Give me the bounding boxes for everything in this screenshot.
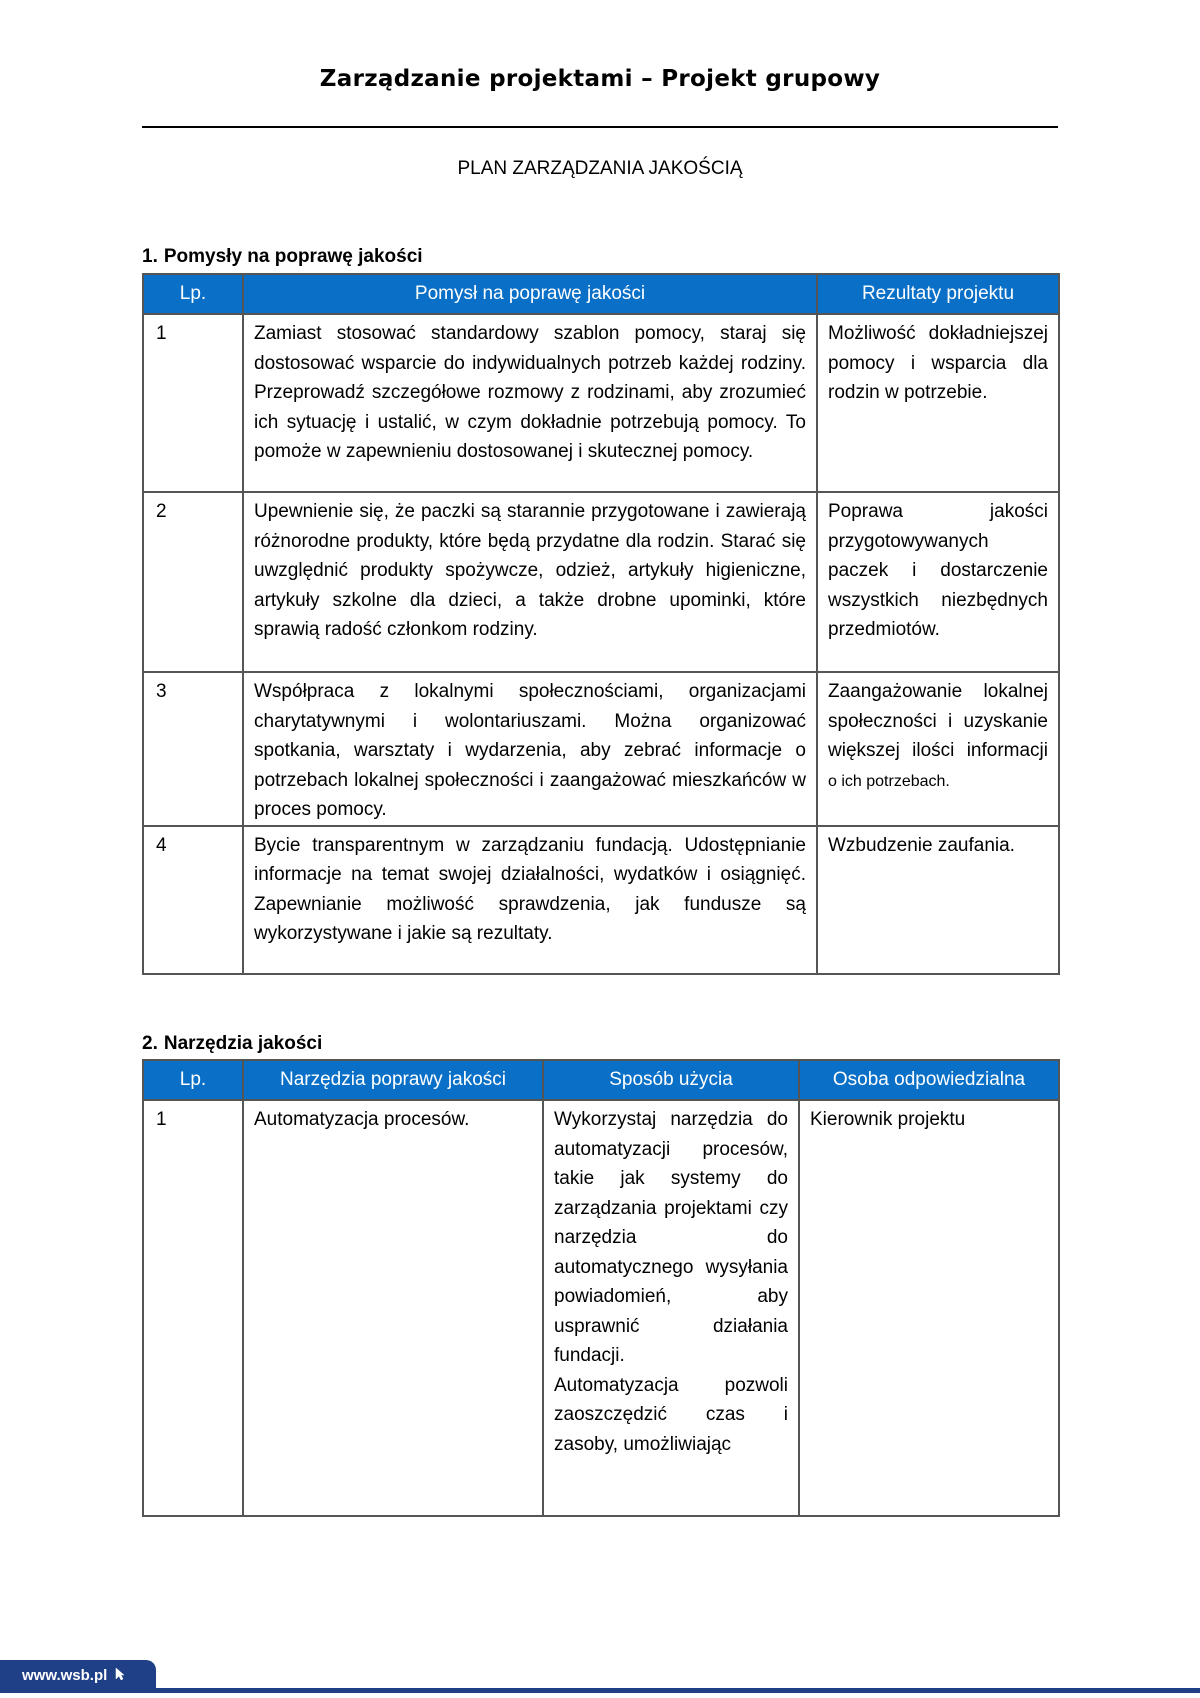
- table-header-row: [143, 274, 1059, 314]
- column-header-owner: Osoba odpowiedzialna: [799, 1060, 1059, 1100]
- section-1-title: Pomysły na poprawę jakości: [163, 246, 423, 267]
- owner-cell: Kierownik projektu: [799, 1100, 1059, 1516]
- usage-text-continued: Automatyzacja pozwoli zaoszczędzić czas i zasoby, umożliwiając: [554, 1374, 788, 1455]
- document-title: PLAN ZARZĄDZANIA JAKOŚCIĄ: [457, 158, 743, 179]
- wsb-logo-tab: [0, 1660, 156, 1691]
- column-header-lp: Lp.: [143, 1060, 243, 1100]
- column-header-result: Rezultaty projektu: [817, 274, 1059, 314]
- idea-cell: Upewnienie się, że paczki są starannie przygotowane i zawierają różnorodne produkty, które będą przydatne dla rodzin. Starać się uwzględnić produkty spożywcze, odzież, artykuły higieniczne, artykuły szkolne dla dzieci, a także drobne upominki, które sprawią radość członkom rodziny.: [243, 492, 817, 672]
- usage-text: Wykorzystaj narzędzia do automatyzacji procesów, takie jak systemy do zarządzania projektami czy narzędzia do automatycznego wysyłania powiadomień, aby usprawnić działania fundacji.: [554, 1109, 788, 1366]
- table-row: [143, 672, 1059, 826]
- tool-cell: Automatyzacja procesów.: [243, 1100, 543, 1516]
- result-cell: [817, 672, 1059, 826]
- row-number: 1: [143, 314, 243, 492]
- quality-tools-table: [142, 1059, 1060, 1517]
- result-text: Zaangażowanie lokalnej społeczności i uzyskanie większej ilości informacji: [828, 681, 1048, 761]
- footer-bar: [0, 1688, 1200, 1693]
- section-2-title: Narzędzia jakości: [163, 1033, 323, 1054]
- result-cell: Poprawa jakości przygotowywanych paczek i dostarczenie wszystkich niezbędnych przedmiotów.: [817, 492, 1059, 672]
- cursor-icon: [115, 1667, 125, 1685]
- table-row: [143, 492, 1059, 672]
- column-header-idea: Pomysł na poprawę jakości: [243, 274, 817, 314]
- usage-cell: [543, 1100, 799, 1516]
- table-row: [143, 314, 1059, 492]
- idea-cell: Zamiast stosować standardowy szablon pomocy, staraj się dostosować wsparcie do indywidualnych potrzeb każdej rodziny. Przeprowadź szczegółowe rozmowy z rodzinami, aby zrozumieć ich sytuację i ustalić, w czym dokładnie potrzebują pomocy. To pomoże w zapewnieniu dostosowanej i skutecznej pomocy.: [243, 314, 817, 492]
- section-2-number: 2.: [142, 1033, 158, 1054]
- header-divider: [142, 126, 1058, 128]
- idea-cell: Współpraca z lokalnymi społecznościami, organizacjami charytatywnymi i wolontariuszami. Można organizować spotkania, warsztaty i wydarzenia, aby zebrać informacje o potrzebach lokalnej społeczności i zaangażować mieszkańców w proces pomocy.: [243, 672, 817, 826]
- section-2-heading: [142, 1033, 322, 1055]
- column-header-lp: Lp.: [143, 274, 243, 314]
- result-cell: Wzbudzenie zaufania.: [817, 826, 1059, 974]
- table-header-row: [143, 1060, 1059, 1100]
- column-header-usage: Sposób użycia: [543, 1060, 799, 1100]
- section-1-heading: [142, 246, 423, 268]
- section-1-number: 1.: [142, 246, 158, 267]
- row-number: 1: [143, 1100, 243, 1516]
- table-row: [143, 826, 1059, 974]
- column-header-tool: Narzędzia poprawy jakości: [243, 1060, 543, 1100]
- page-header-title: Zarządzanie projektami – Projekt grupowy: [319, 66, 881, 92]
- row-number: 3: [143, 672, 243, 826]
- result-text-tail: o ich potrzebach.: [828, 772, 950, 790]
- row-number: 4: [143, 826, 243, 974]
- idea-cell: Bycie transparentnym w zarządzaniu fundacją. Udostępnianie informacje na temat swojej działalności, wydatków i osiągnięć. Zapewnianie możliwość sprawdzenia, jak fundusze są wykorzystywane i jakie są rezultaty.: [243, 826, 817, 974]
- table-row: [143, 1100, 1059, 1516]
- quality-ideas-table: [142, 273, 1060, 975]
- logo-text: www.wsb.pl: [22, 1667, 108, 1684]
- row-number: 2: [143, 492, 243, 672]
- result-cell: Możliwość dokładniejszej pomocy i wsparcia dla rodzin w potrzebie.: [817, 314, 1059, 492]
